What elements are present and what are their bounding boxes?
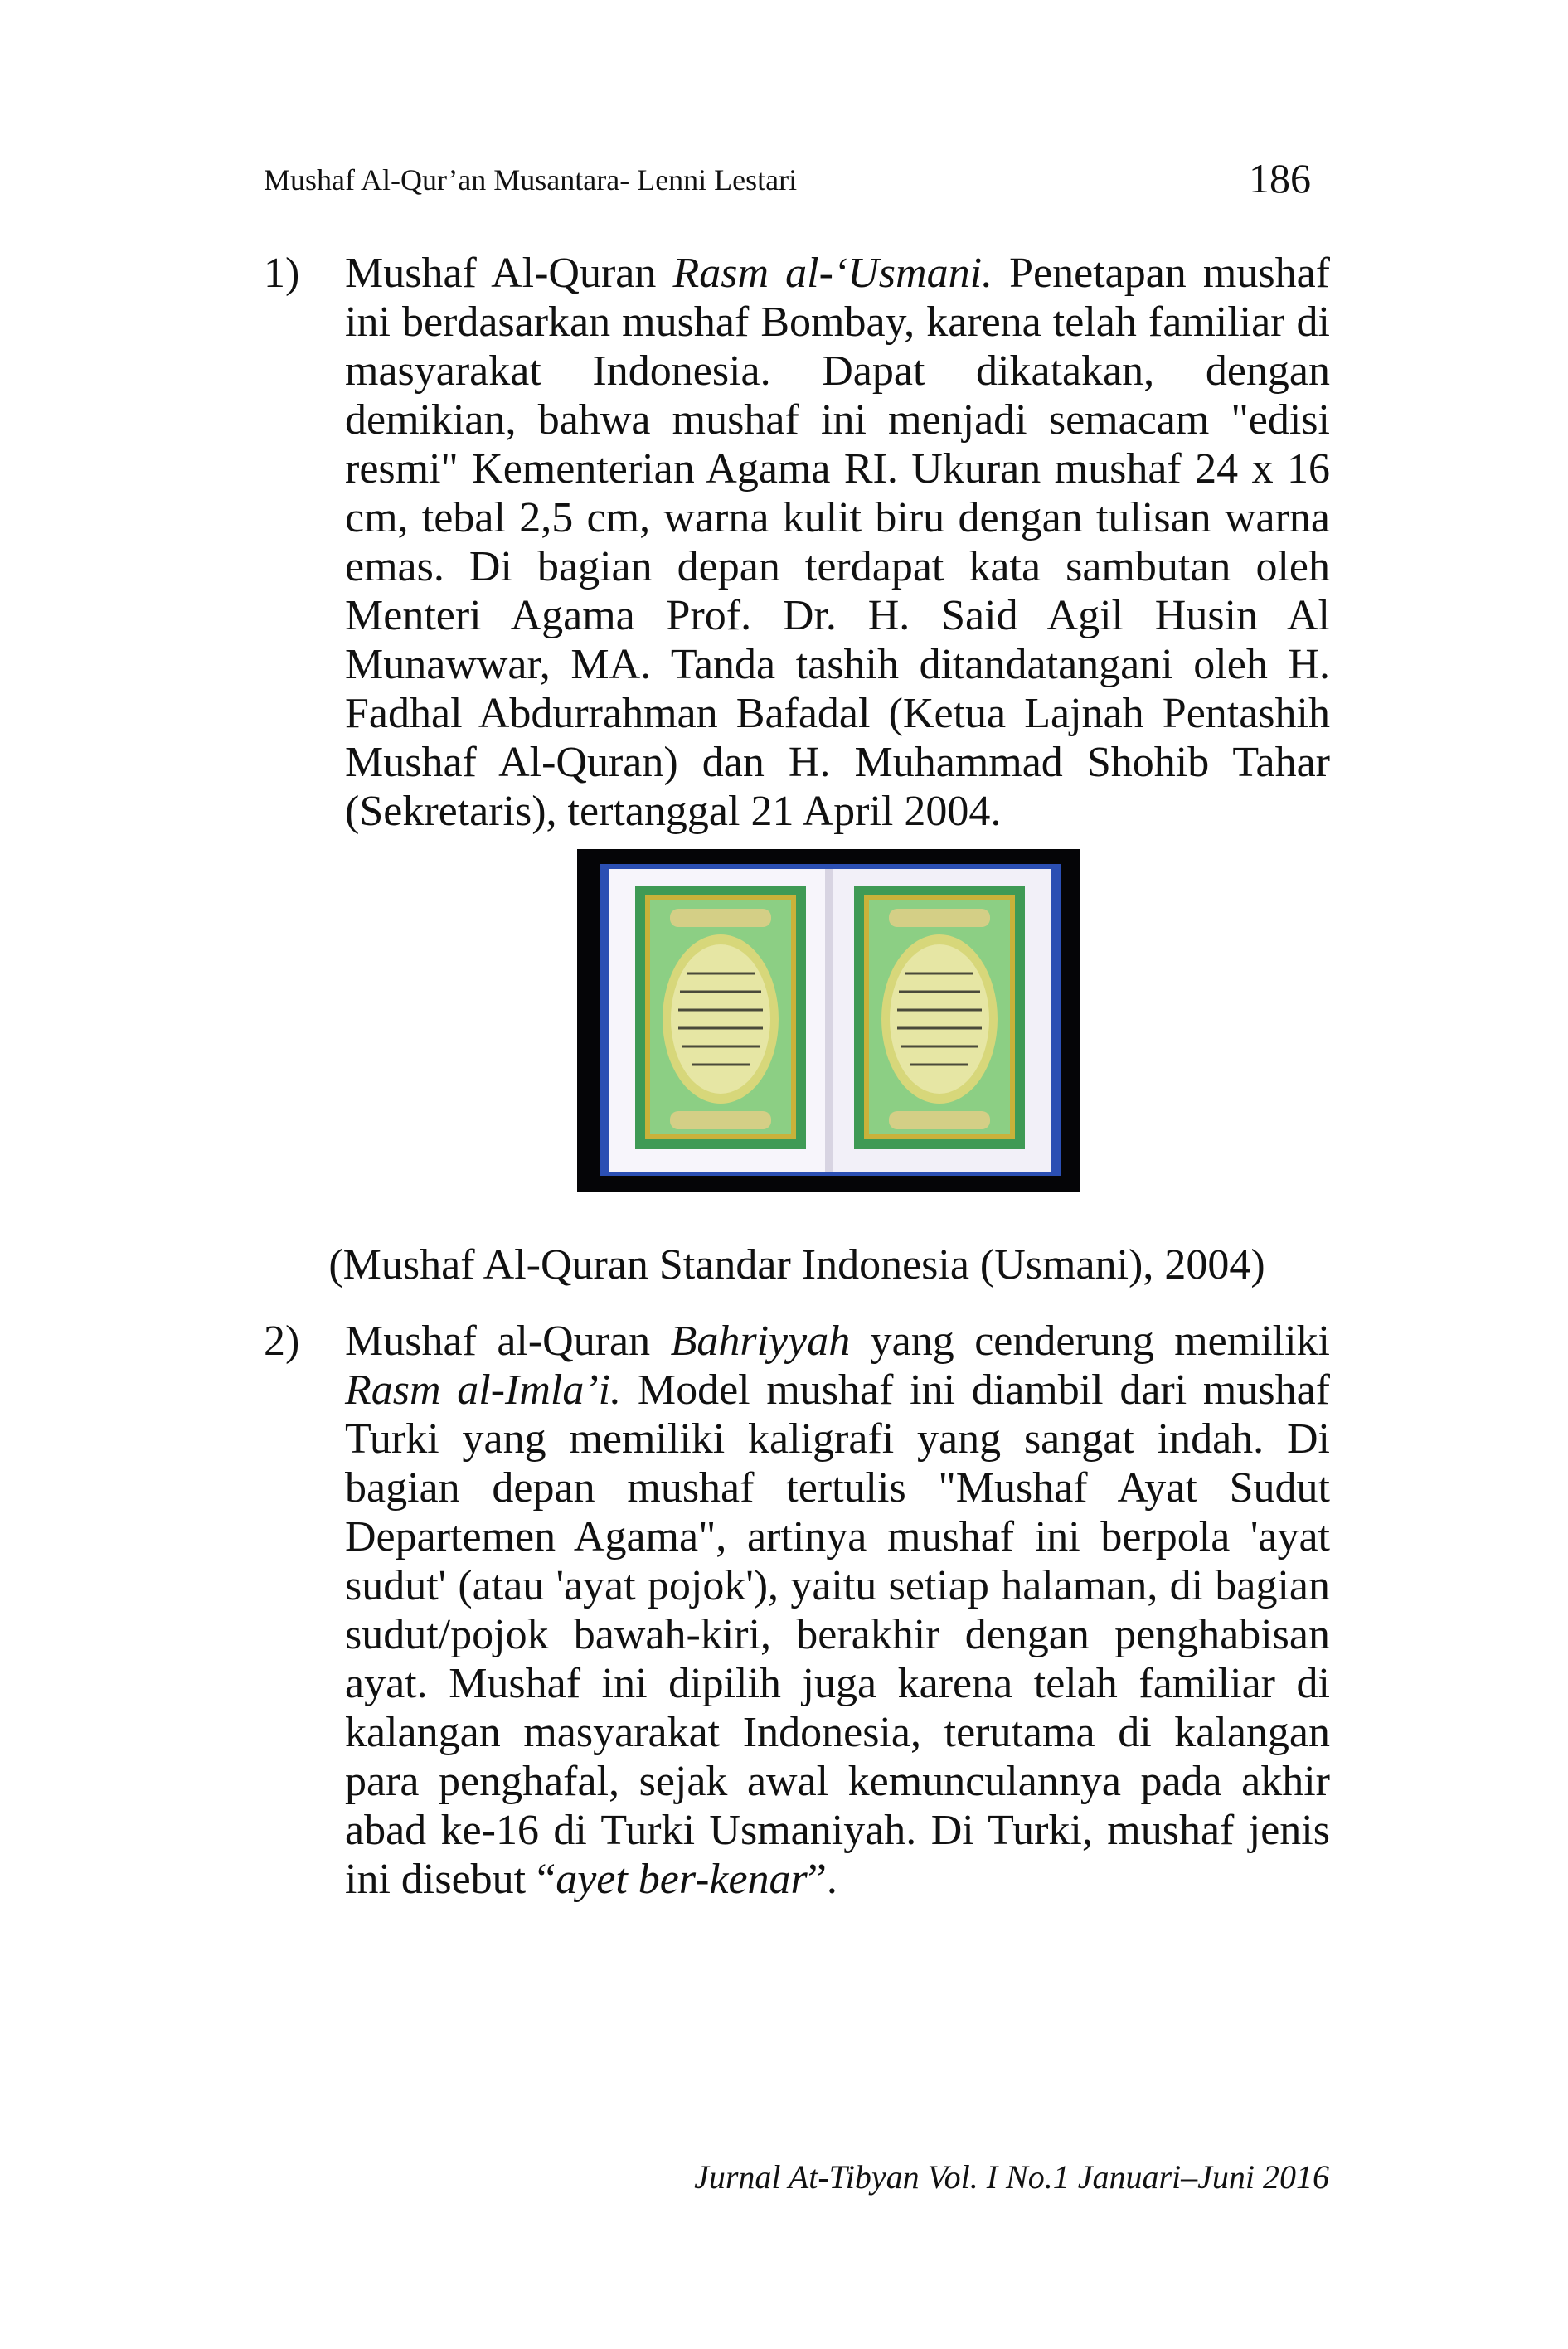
item-text: Mushaf al-Quran Bahriyyah yang cenderung memiliki Rasm al-Imla’i. Model mushaf ini diambil dari mushaf Turki yang memiliki kaligrafi yang sangat indah. Di bagian depan mushaf tertulis "Mushaf Ayat Sudut Departemen Agama", artinya mushaf ini berpola 'ayat sudut' (atau 'ayat pojok'), yaitu setiap halaman, di bagian sudut/pojok bawah-kiri, berakhir dengan penghabisan ayat. Mushaf ini dipilih juga karena telah familiar di kalangan masyarakat Indonesia, terutama di kalangan para penghafal, sejak awal kemunculannya pada akhir abad ke-16 di Turki Usmaniyah. Di Turki, mushaf jenis ini disebut “ayet ber-kenar”. <box>345 1318 1330 1903</box>
journal-footer: Jurnal At-Tibyan Vol. I No.1 Januari–Juni 2016 <box>694 2158 1329 2196</box>
item-number: 1) <box>264 250 300 297</box>
item-text: Mushaf Al-Quran Rasm al-‘Usmani. Penetapan mushaf ini berdasarkan mushaf Bombay, karena telah familiar di masyarakat Indonesia. Dapat dikatakan, dengan demikian, bahwa mushaf ini menjadi semacam "edisi resmi" Kementerian Agama RI. Ukuran mushaf 24 x 16 cm, tebal 2,5 cm, warna kulit biru dengan tulisan warna emas. Di bagian depan terdapat kata sambutan oleh Menteri Agama Prof. Dr. H. Said Agil Husin Al Munawwar, MA. Tanda tashih ditandatangani oleh H. Fadhal Abdurrahman Bafadal (Ketua Lajnah Pentashih Mushaf Al-Quran) dan H. Muhammad Shohib Tahar (Sekretaris), tertanggal 21 April 2004. <box>345 250 1330 835</box>
italic-term: ayet ber-kenar <box>556 1856 808 1903</box>
italic-term: Bahriyyah <box>670 1318 851 1365</box>
page-number: 186 <box>1249 155 1311 201</box>
italic-term: Rasm al-‘Usmani. <box>672 250 993 297</box>
figure-caption: (Mushaf Al-Quran Standar Indonesia (Usmani), 2004) <box>328 1241 1265 1289</box>
open-mushaf-image <box>577 849 1080 1192</box>
item-number: 2) <box>264 1318 300 1365</box>
mushaf-photo <box>577 849 1080 1192</box>
italic-term: Rasm al-Imla’i. <box>345 1366 622 1414</box>
running-title: Mushaf Al-Qur’an Musantara- Lenni Lestari <box>264 163 798 197</box>
